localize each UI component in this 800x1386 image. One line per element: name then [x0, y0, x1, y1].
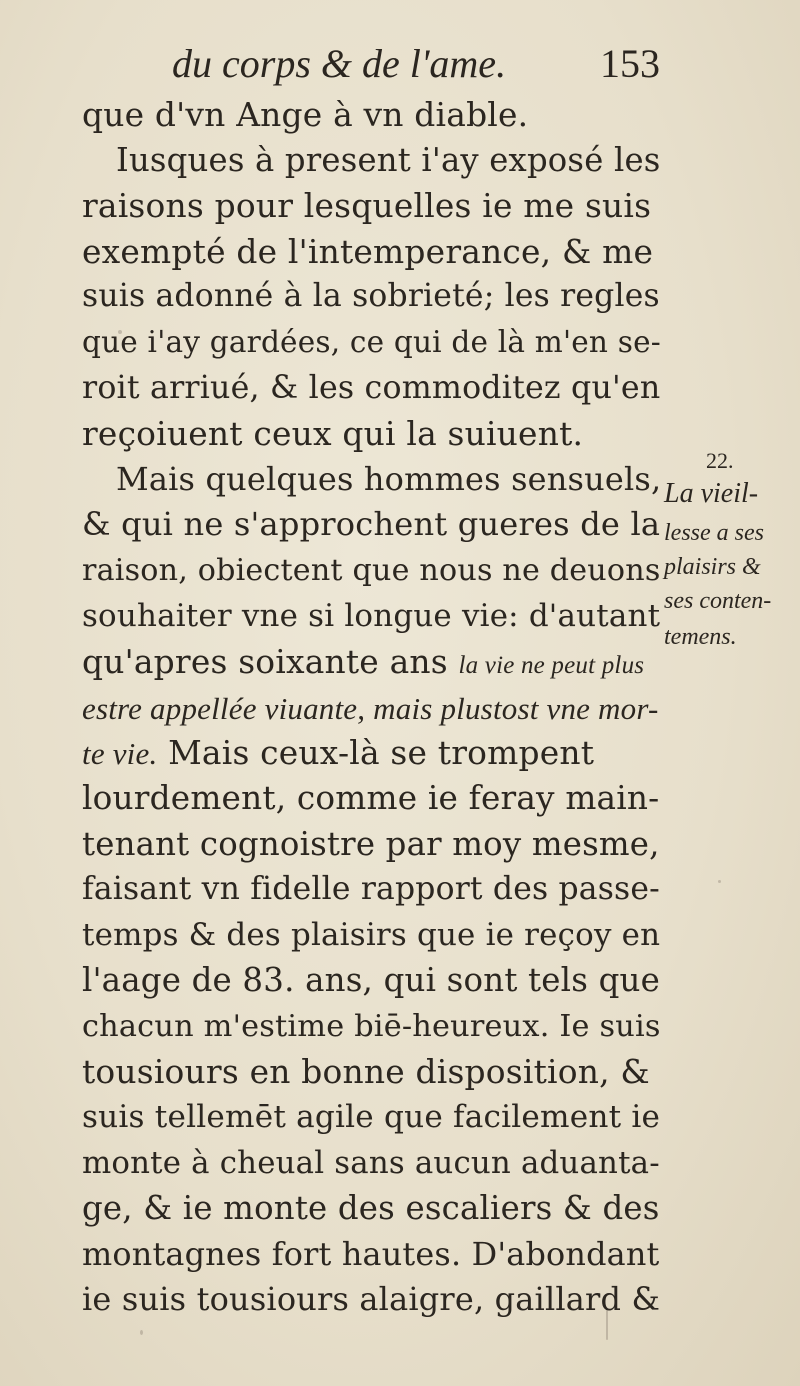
- text-line: raison, obiectent que nous ne deuons: [82, 552, 661, 588]
- text-line: lourdement, comme ie feray main-: [82, 778, 660, 817]
- paper-speck: [700, 640, 703, 643]
- text-line: faisant vn fidelle rapport des passe-: [82, 871, 660, 908]
- italic-quote: la vie ne peut plus: [458, 652, 645, 680]
- text-line: Iusques à present i'ay exposé les: [116, 140, 661, 179]
- text-line: que i'ay gardées, ce qui de là m'en se-: [82, 324, 661, 359]
- margin-note-number: 22.: [706, 448, 734, 473]
- text-line: suis tellemēt agile que facilement ie: [82, 1099, 661, 1136]
- text-line: souhaiter vne si longue vie: d'autant: [82, 597, 661, 634]
- page-number: 153: [600, 41, 660, 86]
- paper-speck: [718, 880, 721, 883]
- margin-note-line: lesse a ses: [664, 520, 764, 546]
- text-line: reçoiuent ceux qui la suiuent.: [82, 414, 584, 454]
- text-line: roit arriué, & les commoditez qu'en: [82, 369, 661, 406]
- italic-quote: estre appellée viuante, mais plustost vne mor-: [82, 690, 659, 726]
- text-line: Mais quelques hommes sensuels,: [116, 459, 662, 498]
- text-line: tousiours en bonne disposition, &: [82, 1052, 650, 1092]
- paper-speck: [140, 1330, 143, 1335]
- margin-note-line: temens.: [664, 624, 737, 650]
- margin-note-line: ses conten-: [664, 588, 772, 614]
- text-line: ge, & ie monte des escaliers & des: [82, 1189, 660, 1228]
- text-line: suis adonné à la sobrieté; les regles: [82, 278, 660, 315]
- text-line: tenant cognoistre par moy mesme,: [82, 824, 660, 863]
- text-line: l'aage de 83. ans, qui sont tels que: [82, 961, 661, 1000]
- running-title: du corps & de l'ame.: [172, 41, 507, 86]
- text-line: raisons pour lesquelles ie me suis: [82, 186, 652, 226]
- margin-note-line: La vieil-: [664, 478, 759, 509]
- italic-quote: te vie.: [82, 736, 158, 772]
- text-line: que d'vn Ange à vn diable.: [82, 95, 529, 134]
- text-line: te vie. Mais ceux-là se trompent: [82, 733, 595, 773]
- text-line: [82, 685, 662, 731]
- text-line: chacun m'estime biē-heureux. Ie suis: [82, 1008, 661, 1044]
- text-line: montagnes fort hautes. D'abondant: [82, 1234, 660, 1273]
- text-block: [82, 92, 662, 1323]
- text-line: qu'apres soixante ans la vie ne peut plus: [82, 642, 645, 682]
- paper-speck: [118, 330, 122, 334]
- text-line: & qui ne s'approchent gueres de la: [82, 505, 661, 544]
- text-line: temps & des plaisirs que ie reçoy en: [82, 916, 661, 953]
- text-line: ie suis tousiours alaigre, gaillard &: [82, 1280, 661, 1319]
- margin-note-line: plaisirs &: [664, 554, 761, 580]
- text-line: monte à cheual sans aucun aduanta-: [82, 1144, 660, 1181]
- running-header: [160, 40, 660, 90]
- paper-speck: [606, 1310, 608, 1340]
- text-line: exempté de l'intemperance, & me: [82, 231, 654, 271]
